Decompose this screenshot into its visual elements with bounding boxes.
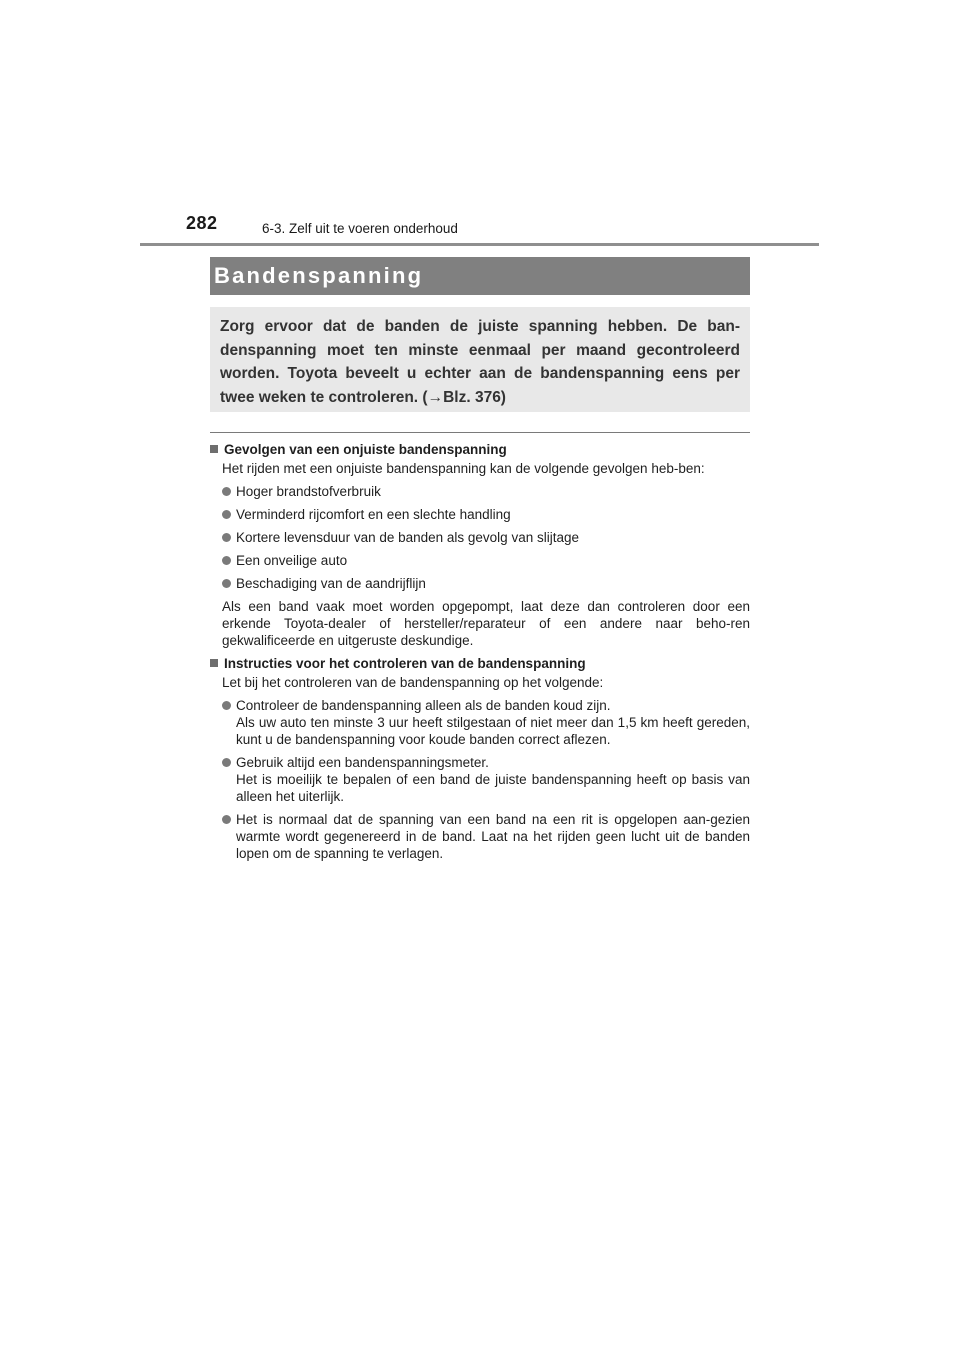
circle-bullet-icon (222, 510, 231, 519)
section-title-bar (210, 257, 750, 295)
intro-text: Zorg ervoor dat de banden de juiste spanning hebben. De ban-denspanning moet ten minste eenmaal per maand gecontroleerd worden. Toyota beveelt u echter aan de bandenspanning eens per twee weken te controleren. (→Blz. 376) (220, 318, 740, 406)
circle-bullet-icon (222, 701, 231, 710)
section-heading-text: Instructies voor het controleren van de bandenspanning (224, 656, 586, 671)
list-item-text: Kortere levensduur van de banden als gevolg van slijtage (236, 530, 579, 545)
list-item (222, 529, 750, 546)
circle-bullet-icon (222, 758, 231, 767)
list-item (222, 754, 750, 805)
list-item-body (236, 811, 750, 862)
list-item-main: Controleer de bandenspanning alleen als de banden koud zijn. (236, 698, 611, 713)
section-heading-instructions (210, 655, 750, 672)
list-item (222, 506, 750, 523)
circle-bullet-icon (222, 533, 231, 542)
list-item-detail: Het is moeilijk te bepalen of een band de juiste bandenspanning heeft op basis van alleen het uiterlijk. (236, 772, 750, 804)
list-item (222, 811, 750, 862)
list-item-text: Beschadiging van de aandrijflijn (236, 576, 426, 591)
chapter-title: 6-3. Zelf uit te voeren onderhoud (262, 221, 458, 236)
circle-bullet-icon (222, 815, 231, 824)
header-rule (140, 243, 819, 246)
list-item (222, 697, 750, 748)
list-item-main: Het is normaal dat de spanning van een band na een rit is opgelopen aan-gezien warmte wordt gegenereerd in de band. Laat na het rijden geen lucht uit de banden lopen om de spanning te verlagen. (236, 812, 750, 861)
section-lead: Let bij het controleren van de bandenspanning op het volgende: (222, 675, 604, 690)
square-bullet-icon (210, 445, 218, 453)
section-closing: Als een band vaak moet worden opgepompt, laat deze dan controleren door een erkende Toyota-dealer of hersteller/reparateur of een andere naar beho-ren gekwalificeerde en uitgeruste deskundige. (222, 599, 750, 648)
list-item-text: Verminderd rijcomfort en een slechte handling (236, 507, 511, 522)
section-lead: Het rijden met een onjuiste bandenspanning kan de volgende gevolgen heb-ben: (222, 461, 705, 476)
circle-bullet-icon (222, 487, 231, 496)
list-item (222, 552, 750, 569)
instructions-list (210, 697, 750, 862)
intro-box (210, 307, 750, 412)
list-item-detail: Als uw auto ten minste 3 uur heeft stilgestaan of niet meer dan 1,5 km heeft gereden, kunt u de bandenspanning voor koude banden correct aflezen. (236, 715, 750, 747)
content (210, 441, 750, 868)
section-title: Bandenspanning (214, 263, 424, 288)
list-item (222, 483, 750, 500)
page-number: 282 (186, 213, 218, 233)
section-heading-consequences (210, 441, 750, 458)
consequences-list (210, 483, 750, 592)
content-rule (210, 432, 750, 433)
square-bullet-icon (210, 659, 218, 667)
list-item-body (236, 754, 750, 805)
list-item-body (236, 697, 750, 748)
list-item-text: Hoger brandstofverbruik (236, 484, 381, 499)
list-item-text: Een onveilige auto (236, 553, 348, 568)
list-item (222, 575, 750, 592)
list-item-main: Gebruik altijd een bandenspanningsmeter. (236, 755, 489, 770)
circle-bullet-icon (222, 556, 231, 565)
section-heading-text: Gevolgen van een onjuiste bandenspanning (224, 442, 507, 457)
circle-bullet-icon (222, 579, 231, 588)
